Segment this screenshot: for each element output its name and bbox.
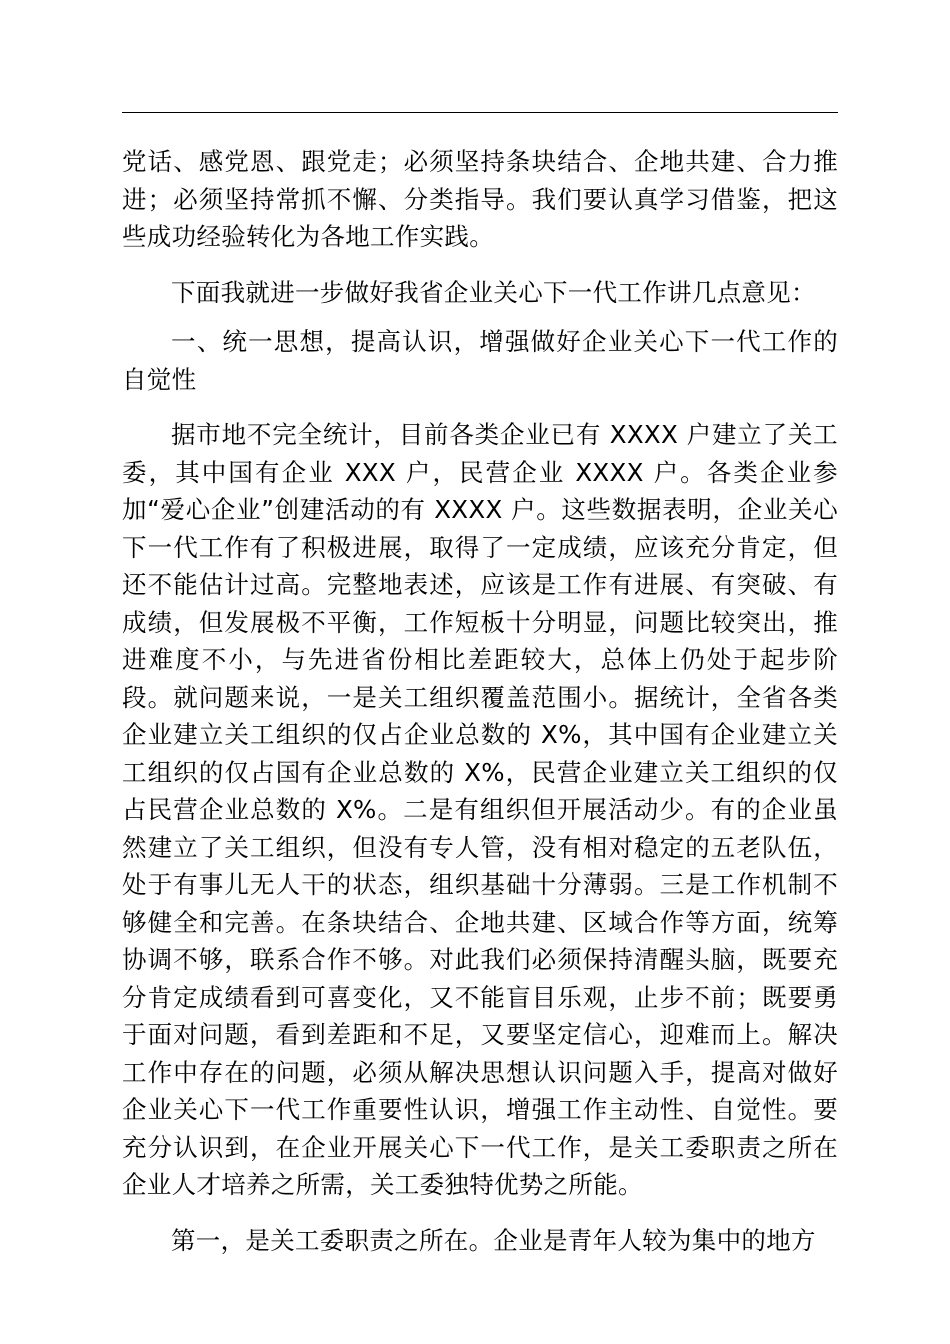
paragraph-intro: 下面我就进一步做好我省企业关心下一代工作讲几点意见： [171, 277, 816, 307]
paragraph-statistics: 据市地不完全统计，目前各类企业已有 XXXX 户建立了关工委，其中国有企业 XXX 户，民营企业 XXXX 户。各类企业参加“爱心企业”创建活动的有 XXXX 户。这些数据表明，企业关心下一代工作有了积极进展，取得了一定成绩，应该充分肯定，但还不能估计过高。完整地表述，应该是工作有进展、有突破、有成绩，但发展极不平衡，工作短板十分明显，问题比较突出，推进难度不小，与先进省份相比差距较大，总体上仍处于起步阶段。就问题来说，一是关工组织覆盖范围小。据统计，全省各类企业建立关工组织的仅占企业总数的 X%，其中国有企业建立关工组织的仅占国有企业总数的 X%，民营企业建立关工组织的仅占民营企业总数的 X%。二是有组织但开展活动少。有的企业虽然建立了关工组织，但没有专人管，没有相对稳定的五老队伍，处于有事儿无人干的状态，组织基础十分薄弱。三是工作机制不够健全和完善。在条块结合、企地共建、区域合作等方面，统筹协调不够，联系合作不够。对此我们必须保持清醒头脑，既要充分肯定成绩看到可喜变化，又不能盲目乐观，止步不前；既要勇于面对问题，看到差距和不足，又要坚定信心，迎难而上。解决工作中存在的问题，必须从解决思想认识问题入手，提高对做好企业关心下一代工作重要性认识，增强工作主动性、自觉性。要充分认识到，在企业开展关心下一代工作，是关工委职责之所在企业人才培养之所需，关工委独特优势之所能。 [122, 420, 838, 1199]
section-heading-1: 一、统一思想，提高认识，增强做好企业关心下一代工作的自觉性 [122, 327, 838, 394]
paragraph-first-point: 第一，是关工委职责之所在。企业是青年人较为集中的地方 [171, 1225, 816, 1255]
header-divider [122, 112, 838, 113]
paragraph-continuation: 党话、感党恩、跟党走；必须坚持条块结合、企地共建、合力推进；必须坚持常抓不懈、分类指导。我们要认真学习借鉴，把这些成功经验转化为各地工作实践。 [122, 147, 838, 251]
document-body [122, 143, 838, 1259]
